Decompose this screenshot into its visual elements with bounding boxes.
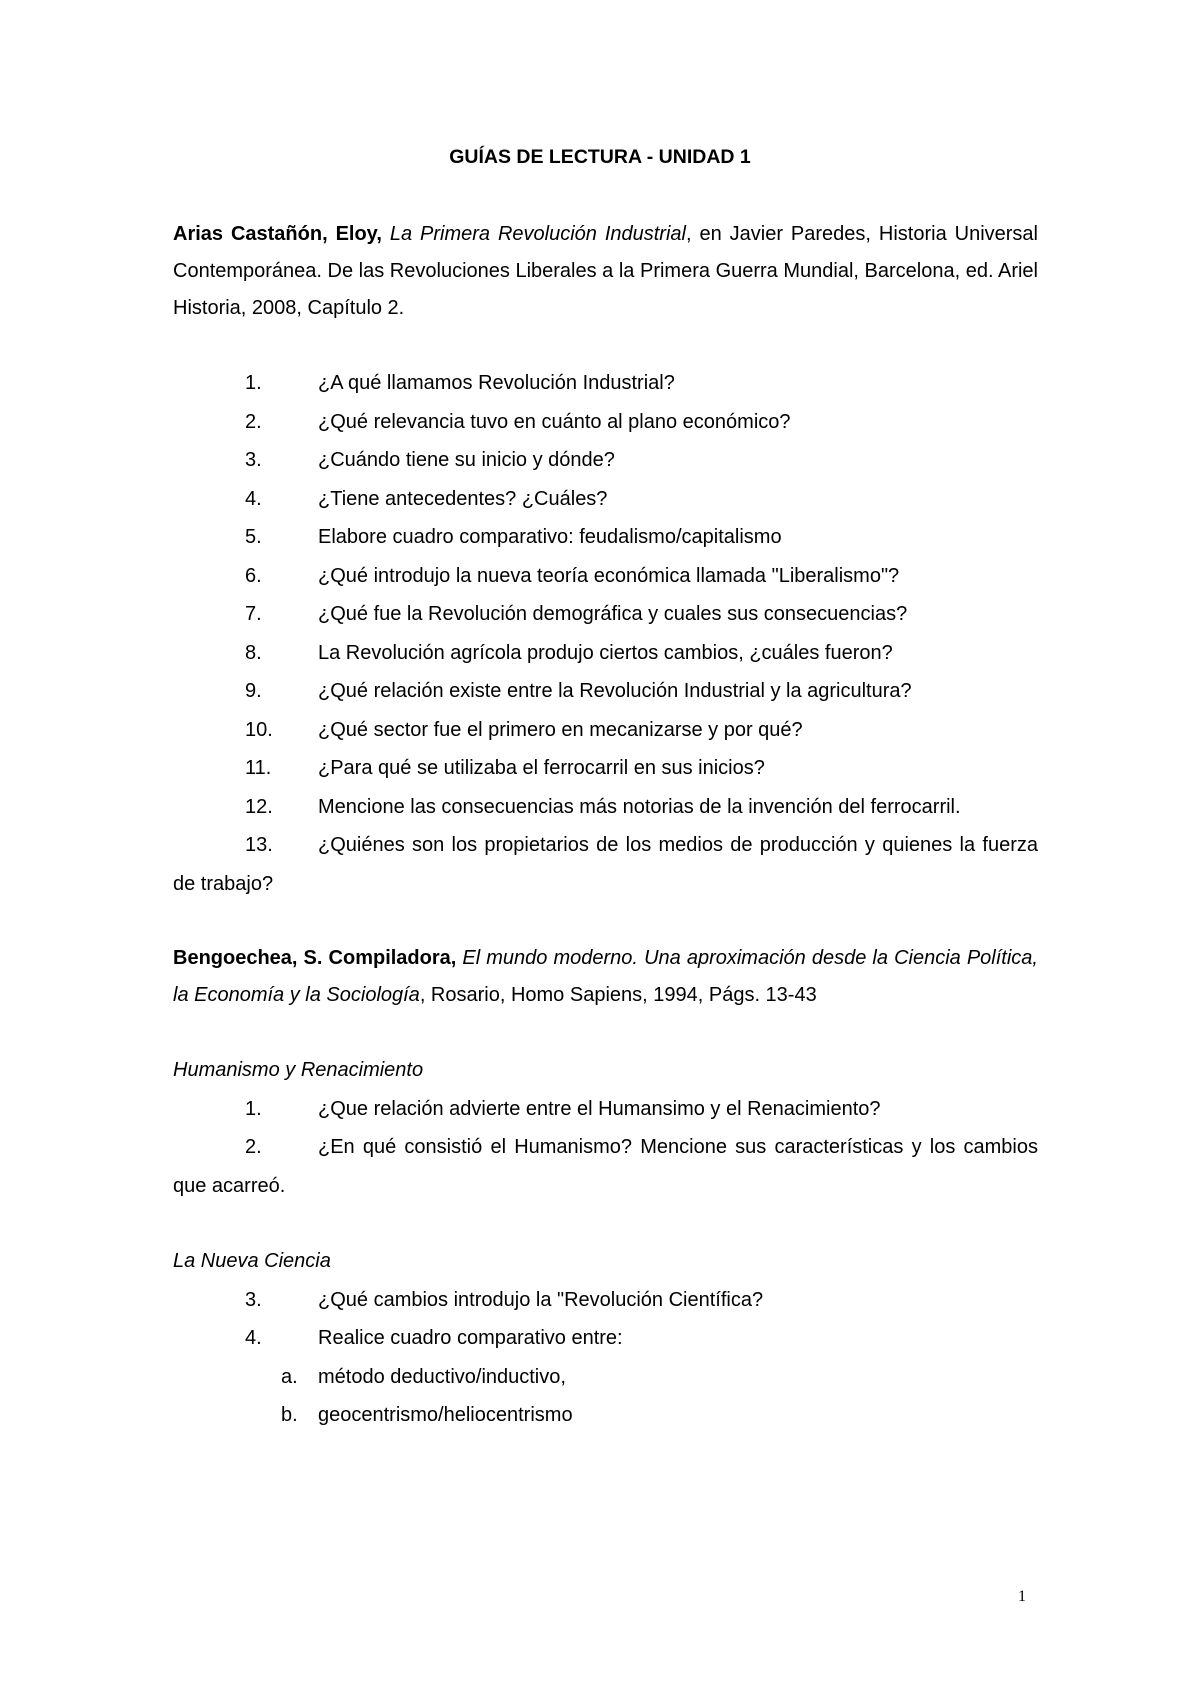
reference-1-details: , en Javier Paredes, Historia Universal Contemporánea. De las Revoluciones Liberales a la Primera Guerra Mundial, Barcelona, ed. Ariel Historia, 2008, Capítulo 2. <box>173 223 1038 319</box>
page-title: GUÍAS DE LECTURA - UNIDAD 1 <box>449 146 751 168</box>
question-number: 10. <box>245 718 273 741</box>
question-list-humanismo <box>173 1090 1038 1206</box>
question-number: 6. <box>245 564 262 587</box>
page-number: 1 <box>1018 1588 1026 1605</box>
question-item <box>173 364 1038 403</box>
question-text: ¿Quiénes son los propietarios de los medios de producción y quienes la fuerza de trabajo? <box>173 834 1038 895</box>
question-text: ¿En qué consistió el Humanismo? Mencione sus características y los cambios que acarreó. <box>173 1136 1038 1197</box>
question-item <box>173 1319 1038 1358</box>
question-number: 4. <box>245 487 262 510</box>
question-text: ¿Qué relación existe entre la Revolución Industrial y la agricultura? <box>318 680 912 702</box>
question-number: 11. <box>245 757 272 779</box>
question-item <box>173 441 1038 480</box>
question-list-nueva-ciencia <box>173 1281 1038 1435</box>
question-number: 3. <box>245 1288 262 1311</box>
question-number: 9. <box>245 680 262 702</box>
question-item <box>173 1090 1038 1129</box>
reference-1-work: La Primera Revolución Industrial <box>389 223 686 245</box>
question-text: ¿Tiene antecedentes? ¿Cuáles? <box>318 487 608 510</box>
reference-2-author: Bengoechea, S. Compiladora, <box>173 947 457 969</box>
question-number: 2. <box>245 1136 262 1158</box>
question-item <box>173 749 1038 788</box>
section-heading-humanismo: Humanismo y Renacimiento <box>173 1059 424 1081</box>
question-number: 2. <box>245 410 262 433</box>
question-item <box>173 557 1038 596</box>
question-text: Realice cuadro comparativo entre: <box>318 1327 623 1349</box>
question-item <box>173 672 1038 711</box>
question-number: 5. <box>245 526 262 548</box>
question-item <box>173 788 1038 827</box>
question-number: 12. <box>245 795 273 818</box>
section-heading-nueva-ciencia: La Nueva Ciencia <box>173 1250 331 1272</box>
question-text: ¿Que relación advierte entre el Humansimo y el Renacimiento? <box>318 1097 881 1120</box>
question-text: ¿Qué relevancia tuvo en cuánto al plano económico? <box>318 410 791 433</box>
reference-2-work: El mundo moderno. Una aproximación desde la Ciencia Política, la Economía y la Sociología <box>173 947 1038 1006</box>
question-item <box>173 711 1038 750</box>
reference-2 <box>173 940 1038 1014</box>
question-number: 7. <box>245 603 262 625</box>
question-text: ¿A qué llamamos Revolución Industrial? <box>318 372 675 394</box>
question-text: La Revolución agrícola produjo ciertos cambios, ¿cuáles fueron? <box>318 641 893 664</box>
reference-2-details: , Rosario, Homo Sapiens, 1994, Págs. 13-43 <box>419 984 817 1006</box>
document-body <box>173 216 1038 1435</box>
sub-item-text: método deductivo/inductivo, <box>318 1365 566 1388</box>
question-item <box>173 595 1038 634</box>
question-item <box>173 480 1038 519</box>
question-number: 13. <box>245 834 273 856</box>
question-text: ¿Para qué se utilizaba el ferrocarril en sus inicios? <box>318 757 765 779</box>
sub-item <box>173 1396 1038 1435</box>
question-number: 8. <box>245 641 262 664</box>
question-item <box>173 634 1038 673</box>
reference-1 <box>173 216 1038 327</box>
question-number: 1. <box>245 1097 262 1120</box>
question-text: Mencione las consecuencias más notorias de la invención del ferrocarril. <box>318 795 961 818</box>
question-number: 3. <box>245 449 262 471</box>
question-text: ¿Cuándo tiene su inicio y dónde? <box>318 449 615 471</box>
question-text: ¿Qué fue la Revolución demográfica y cuales sus consecuencias? <box>318 603 908 625</box>
question-text: ¿Qué sector fue el primero en mecanizarse y por qué? <box>318 718 803 741</box>
question-item <box>173 826 1038 903</box>
question-item <box>173 1128 1038 1205</box>
question-text: Elabore cuadro comparativo: feudalismo/capitalismo <box>318 526 782 548</box>
sub-item-letter: b. <box>281 1404 298 1426</box>
question-text: ¿Qué introdujo la nueva teoría económica llamada "Liberalismo"? <box>318 564 900 587</box>
sub-item-text: geocentrismo/heliocentrismo <box>318 1404 573 1426</box>
question-text: ¿Qué cambios introdujo la "Revolución Científica? <box>318 1288 764 1311</box>
reference-1-author: Arias Castañón, Eloy, <box>173 223 382 245</box>
question-item <box>173 1281 1038 1320</box>
question-list-1 <box>173 364 1038 903</box>
question-item <box>173 403 1038 442</box>
question-item <box>173 518 1038 557</box>
question-number: 4. <box>245 1327 262 1349</box>
sub-item <box>173 1358 1038 1397</box>
sub-item-letter: a. <box>281 1365 298 1388</box>
question-number: 1. <box>245 372 262 394</box>
